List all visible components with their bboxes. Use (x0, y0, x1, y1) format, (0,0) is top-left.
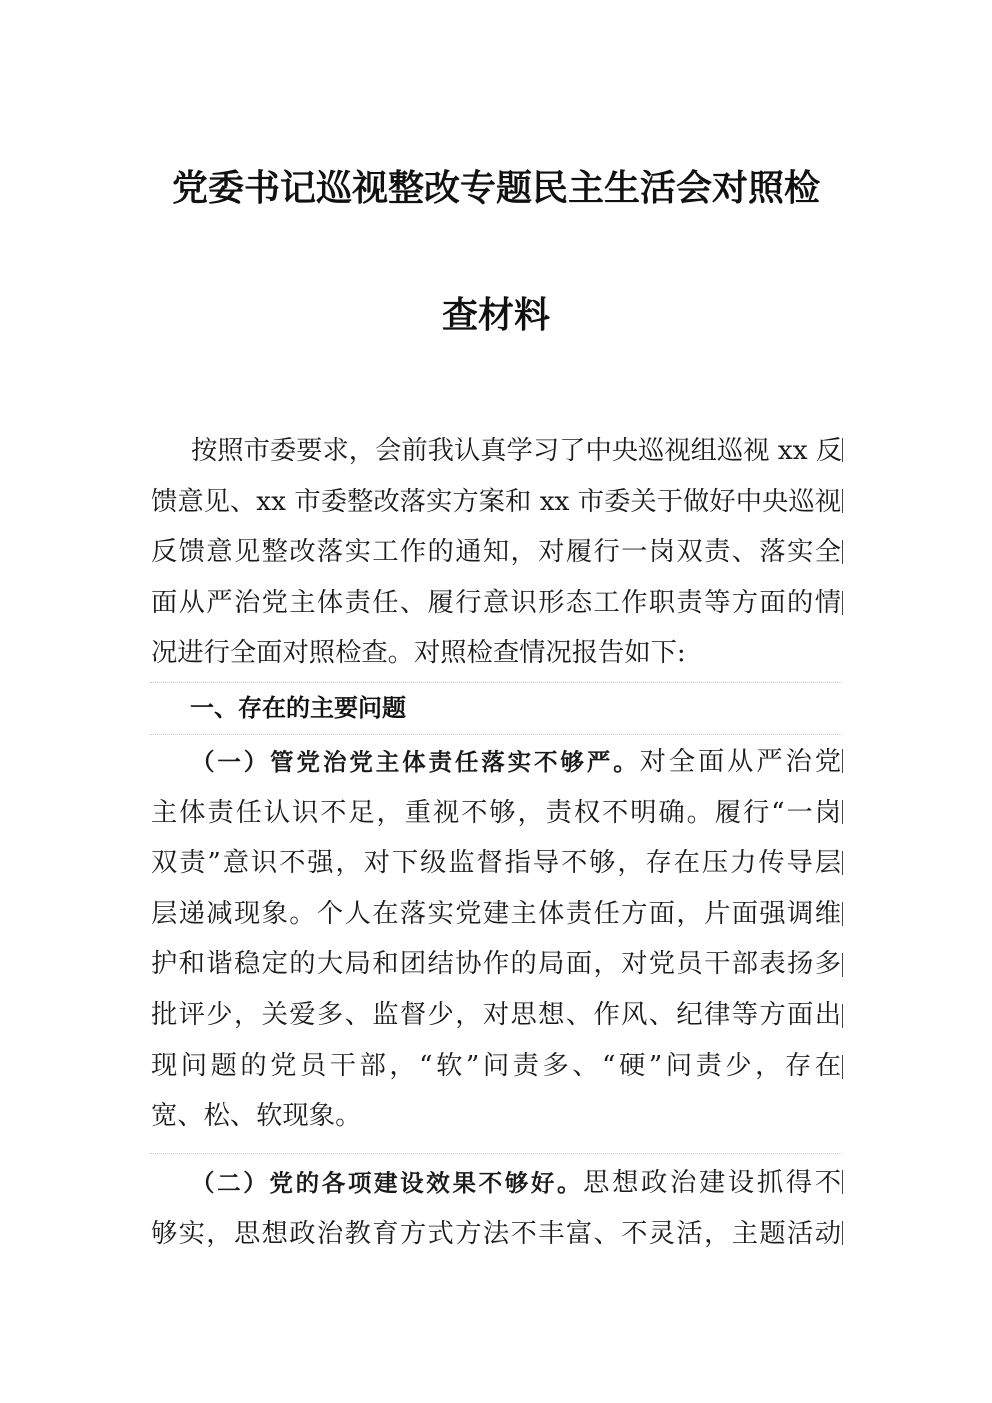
intro-line: 按照市委要求，会前我认真学习了中央巡视组巡视 xx 反 (191, 436, 843, 466)
margin-tick (842, 1221, 843, 1245)
margin-tick (842, 489, 843, 513)
item-two-first-rest: 思想政治建设抓得不 (583, 1168, 842, 1198)
item-one-paragraph (151, 737, 841, 1142)
margin-tick (842, 800, 843, 824)
item-one-line: 现问题的党员干部，“软”问责多、“硬”问责少，存在 (151, 1050, 841, 1081)
margin-tick (842, 1004, 843, 1028)
section-heading: 一、存在的主要问题 (190, 694, 406, 722)
paragraph-separator (150, 734, 842, 735)
item-two-first-line (151, 1158, 841, 1209)
margin-tick (842, 1170, 843, 1194)
margin-tick (842, 902, 843, 926)
intro-line: 反馈意见整改落实工作的通知，对履行一岗双责、落实全 (151, 537, 841, 568)
item-two-paragraph (151, 1158, 841, 1259)
margin-tick (842, 851, 843, 875)
margin-tick (842, 540, 843, 564)
intro-line: 况进行全面对照检查。对照检查情况报告如下: (151, 638, 686, 669)
margin-tick (842, 591, 843, 615)
item-two-line: 够实，思想政治教育方式方法不丰富、不灵活，主题活动 (151, 1218, 841, 1249)
intro-line: 面从严治党主体责任、履行意识形态工作职责等方面的情 (151, 587, 841, 618)
intro-paragraph (151, 426, 841, 679)
item-one-first-line (151, 737, 841, 788)
margin-tick (842, 1055, 843, 1079)
item-one-line: 主体责任认识不足，重视不够，责权不明确。履行“一岗 (151, 797, 841, 828)
document-title-line-1: 党委书记巡视整改专题民主生活会对照检 (171, 168, 820, 209)
item-one-line: 护和谐稳定的大局和团结协作的局面，对党员干部表扬多 (151, 949, 841, 980)
item-one-line: 宽、松、软现象。 (151, 1101, 362, 1132)
document-title-line-2: 查材料 (441, 295, 550, 336)
intro-line: 馈意见、xx 市委整改落实方案和 xx 市委关于做好中央巡视 (151, 486, 841, 517)
margin-tick (842, 749, 843, 773)
item-one-lead: （一）管党治党主体责任落实不够严。 (191, 748, 640, 776)
item-two-lead: （二）党的各项建设效果不够好。 (191, 1169, 584, 1197)
item-one-line: 双责”意识不强，对下级监督指导不够，存在压力传导层 (151, 848, 841, 879)
paragraph-separator (150, 1153, 842, 1154)
margin-tick (842, 438, 843, 462)
item-one-line: 批评少，关爱多、监督少，对思想、作风、纪律等方面出 (151, 999, 841, 1030)
item-one-first-rest: 对全面从严治党 (639, 747, 841, 777)
margin-tick (842, 953, 843, 977)
item-one-line: 层递减现象。个人在落实党建主体责任方面，片面强调维 (151, 898, 841, 929)
paragraph-separator (150, 682, 842, 683)
